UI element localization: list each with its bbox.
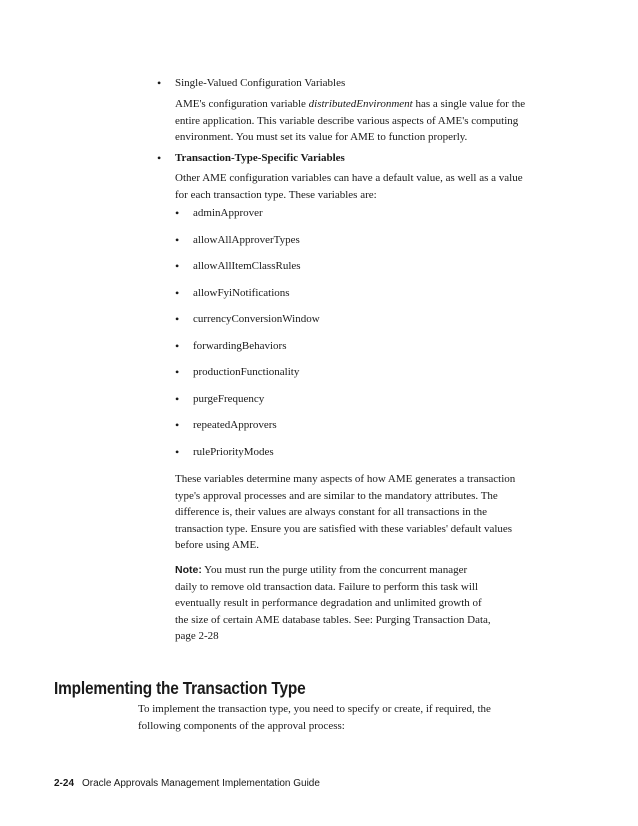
- paragraph-line: environment. You must set its value for AME to function properly.: [175, 131, 468, 143]
- paragraph-line: Other AME configuration variables can have a default value, as well as a value: [175, 172, 523, 184]
- list-item: [175, 339, 435, 354]
- bullet-marker: •: [175, 206, 180, 220]
- page-footer: [54, 777, 320, 790]
- guide-title: Oracle Approvals Management Implementation Guide: [82, 778, 320, 789]
- list-item: [175, 233, 435, 248]
- variable-name: rulePriorityModes: [193, 445, 274, 458]
- bullet-marker: •: [175, 285, 180, 300]
- text-run: AME's configuration variable: [175, 98, 309, 110]
- bullet-marker: •: [175, 365, 180, 379]
- paragraph-line: before using AME.: [175, 539, 260, 551]
- paragraph-line: [175, 96, 545, 113]
- paragraph-line: following components of the approval process:: [138, 719, 345, 732]
- list-item: [175, 259, 435, 274]
- variable-name: allowAllItemClassRules: [193, 260, 301, 272]
- paragraph-line: entire application. This variable describe various aspects of AME's computing: [175, 114, 519, 127]
- note-block: [175, 562, 545, 645]
- page-number: 2-24: [54, 778, 75, 789]
- bullet-marker: •: [175, 232, 180, 247]
- bullet-marker: •: [175, 418, 180, 432]
- bullet-marker: •: [175, 391, 180, 406]
- text-run: has a single value for the: [412, 98, 526, 110]
- paragraph-line: To implement the transaction type, you need to specify or create, if required, the: [138, 703, 491, 715]
- paragraph-line: These variables determine many aspects of how AME generates a transaction: [175, 473, 516, 485]
- single-valued-paragraph: [175, 96, 545, 146]
- variable-name: allowAllApproverTypes: [193, 233, 300, 246]
- variable-name: forwardingBehaviors: [193, 339, 287, 352]
- bullet-marker: •: [175, 312, 180, 326]
- single-valued-heading: Single-Valued Configuration Variables: [175, 77, 346, 89]
- paragraph-line: daily to remove old transaction data. Failure to perform this task will: [175, 580, 479, 593]
- paragraph-line: difference is, their values are always constant for all transactions in the: [175, 506, 487, 518]
- list-item: [175, 312, 435, 327]
- bullet-marker: •: [175, 338, 180, 353]
- list-item: [175, 418, 435, 433]
- paragraph-line: eventually result in performance degradation and unlimited growth of: [175, 597, 482, 609]
- paragraph-line: page 2-28: [175, 630, 219, 642]
- transaction-specific-heading: Transaction-Type-Specific Variables: [175, 152, 345, 164]
- variables-summary-paragraph: [175, 471, 545, 554]
- transaction-specific-paragraph: [175, 170, 545, 203]
- paragraph-line: type's approval processes and are similar to the mandatory attributes. The: [175, 489, 498, 502]
- variable-name: purgeFrequency: [193, 392, 265, 405]
- text-run: You must run the purge utility from the concurrent manager: [201, 564, 468, 576]
- list-item: [175, 445, 435, 460]
- bullet-marker: •: [157, 76, 162, 90]
- paragraph-line: [175, 562, 545, 579]
- variable-name: allowFyiNotifications: [193, 286, 290, 299]
- section-intro-paragraph: [138, 701, 558, 734]
- bullet-marker: •: [175, 259, 180, 273]
- variable-name: repeatedApprovers: [193, 419, 277, 431]
- variable-name: currencyConversionWindow: [193, 313, 320, 325]
- bullet-marker: •: [157, 151, 162, 165]
- paragraph-line: the size of certain AME database tables. See: Purging Transaction Data,: [175, 613, 491, 626]
- list-item: [175, 286, 435, 301]
- variable-name: productionFunctionality: [193, 366, 300, 378]
- variable-name: distributedEnvironment: [308, 98, 413, 110]
- list-item: [175, 365, 435, 380]
- bullet-marker: •: [175, 444, 180, 459]
- variable-name: adminApprover: [193, 207, 263, 219]
- list-item: [175, 206, 435, 221]
- paragraph-line: transaction type. Ensure you are satisfied with these variables' default values: [175, 522, 513, 535]
- list-item: [175, 392, 435, 407]
- section-heading: Implementing the Transaction Type: [54, 678, 306, 698]
- note-label: Note:: [175, 564, 202, 576]
- paragraph-line: for each transaction type. These variables are:: [175, 188, 377, 201]
